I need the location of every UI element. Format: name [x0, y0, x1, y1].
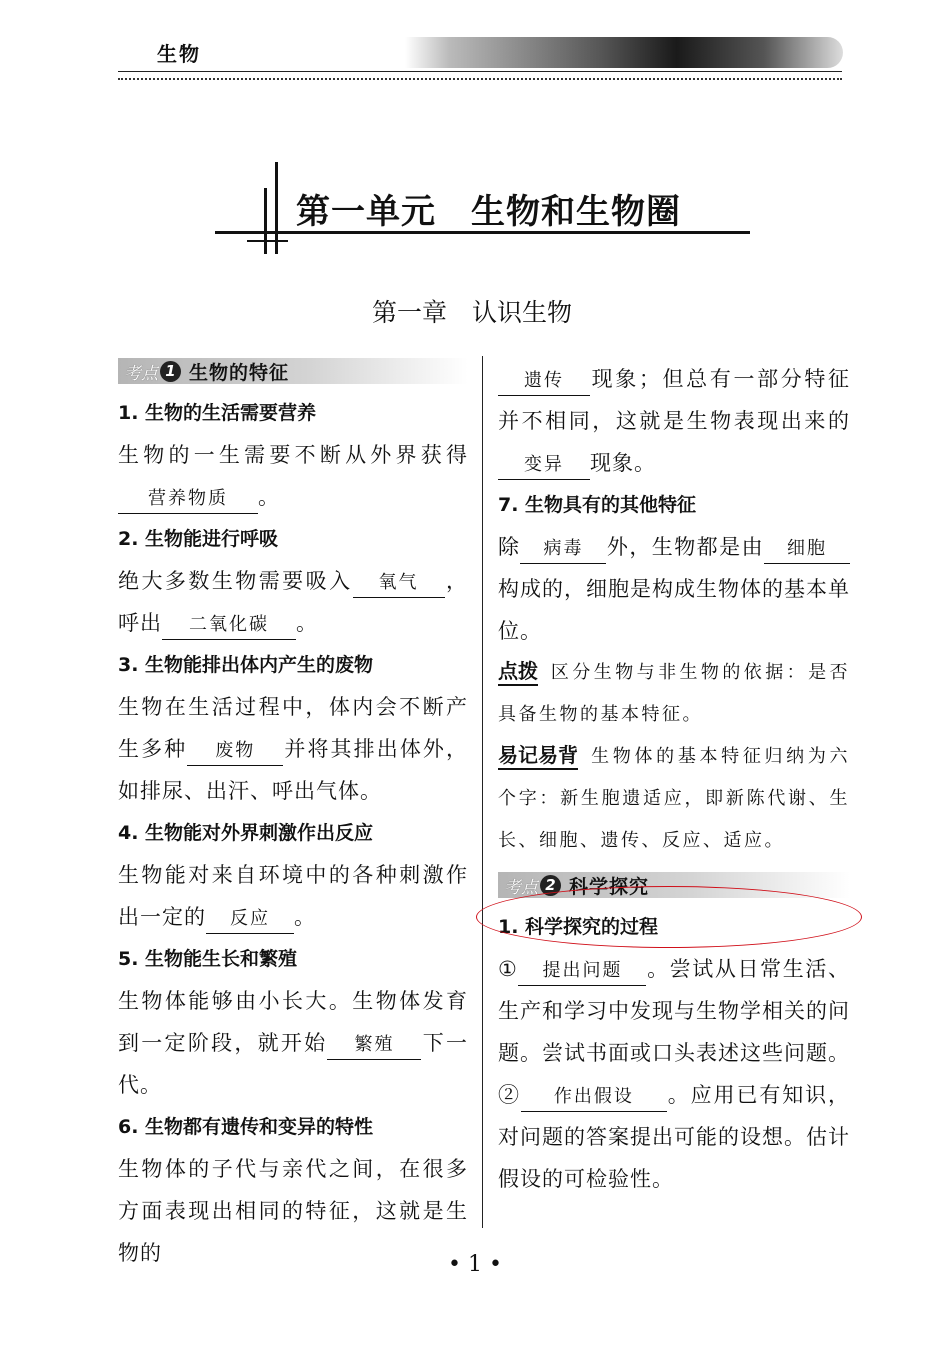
- answer-blank: 营养物质: [118, 485, 258, 514]
- item-text: 。尝试从日常生活、生产和学习中发现与生物学相关的问题。尝试书面或口头表述这些问题。②: [498, 957, 851, 1107]
- item-text: 构成的，细胞是构成生物体的基本单位。: [498, 577, 850, 643]
- item-text: 生物的一生需要不断从外界获得: [118, 443, 468, 467]
- answer-blank: 作出假设: [521, 1083, 667, 1112]
- item-paragraph: [118, 854, 468, 938]
- item-text: 并将其排出体外，如排尿、出汗、呼出气体。: [118, 737, 469, 803]
- right-column: [498, 358, 850, 1200]
- item-heading: 1. 生物的生活需要营养: [118, 402, 317, 424]
- item-heading: 6. 生物都有遗传和变异的特性: [118, 1116, 374, 1138]
- tip-label: 点拨: [498, 658, 538, 686]
- memo-note: [498, 736, 850, 862]
- answer-blank: 二氧化碳: [162, 611, 296, 640]
- item-text: 除: [498, 535, 521, 559]
- column-divider: [482, 356, 483, 1228]
- exam-point-number: 2: [540, 875, 561, 896]
- item-text: 。: [258, 485, 280, 509]
- tip-text: 区分生物与非生物的依据：是否具备生物的基本特征。: [498, 662, 850, 725]
- item-text: 生物体能够由小长大。生物体发育到一定阶段，就开始: [118, 989, 468, 1055]
- item-heading: 3. 生物能排出体内产生的废物: [118, 654, 374, 676]
- header-subject: 生物: [157, 42, 201, 66]
- item-paragraph: [118, 560, 468, 644]
- memo-label: 易记易背: [498, 742, 578, 770]
- item-text: 现象；但总有一部分特征并不相同，这就是生物表现出来的: [498, 367, 850, 433]
- answer-blank: 遗传: [498, 367, 590, 396]
- highlight-circle: [476, 886, 862, 948]
- exam-point-title: 科学探究: [569, 875, 650, 898]
- header-dotted-rule: [118, 78, 842, 80]
- item-paragraph: [498, 948, 850, 1200]
- item-heading: 1. 科学探究的过程: [498, 916, 659, 938]
- item-text: 绝大多数生物需要吸入: [118, 569, 353, 593]
- item-paragraph: [118, 980, 468, 1106]
- exam-point-label: 考点: [124, 363, 158, 384]
- item-text: 生物在生活过程中，体内会不断产生多种: [118, 695, 468, 761]
- item-text: 。应用已有知识，对问题的答案提出可能的设想。估计假设的可检验性。: [498, 1083, 851, 1191]
- item-heading: 5. 生物能生长和繁殖: [118, 948, 298, 970]
- item-text: ①: [498, 957, 519, 981]
- header-gradient-bar: [405, 37, 843, 68]
- item-paragraph: [498, 358, 850, 484]
- exam-point-title: 生物的特征: [189, 361, 290, 384]
- exam-point-number: 1: [160, 361, 181, 382]
- memo-text: 生物体的基本特征归纳为六个字：新生胞遗适应，即新陈代谢、生长、细胞、遗传、反应、适应。: [498, 746, 850, 851]
- item-paragraph: [498, 526, 850, 652]
- answer-blank: 变异: [498, 451, 590, 480]
- item-paragraph: [118, 686, 468, 812]
- answer-blank: 氧气: [353, 569, 445, 598]
- answer-blank: 反应: [206, 905, 294, 934]
- unit-title: 第一单元 生物和生物圈: [296, 192, 681, 232]
- answer-blank: 提出问题: [518, 957, 646, 986]
- item-heading: 7. 生物具有的其他特征: [498, 494, 697, 516]
- page-number: • 1 •: [448, 1252, 502, 1277]
- tip-note: [498, 652, 850, 736]
- item-text: 。: [296, 611, 318, 635]
- item-text: 生物能对来自环境中的各种刺激作出一定的: [118, 863, 468, 929]
- item-paragraph: [118, 434, 468, 518]
- item-text: 生物体的子代与亲代之间，在很多方面表现出相同的特征，这就是生物的: [118, 1157, 468, 1265]
- item-text: 下一代。: [118, 1031, 469, 1097]
- item-text: 现象。: [590, 451, 656, 475]
- item-text: ，呼出: [118, 569, 469, 635]
- exam-point-label: 考点: [504, 877, 538, 898]
- answer-blank: 废物: [187, 737, 283, 766]
- exam-point-tag-1: [118, 358, 468, 384]
- item-heading: 2. 生物能进行呼吸: [118, 528, 279, 550]
- item-text: 外，生物都是由: [606, 535, 765, 559]
- answer-blank: 细胞: [764, 535, 850, 564]
- chapter-title: 第一章 认识生物: [372, 298, 573, 327]
- title-deco-hline-short: [247, 240, 288, 242]
- item-heading: 4. 生物能对外界刺激作出反应: [118, 822, 374, 844]
- item-text: 。: [294, 905, 316, 929]
- left-column: [118, 358, 468, 1274]
- header-rule: [118, 71, 842, 72]
- answer-blank: 病毒: [520, 535, 606, 564]
- answer-blank: 繁殖: [327, 1031, 421, 1060]
- title-deco-vline-1: [264, 188, 267, 254]
